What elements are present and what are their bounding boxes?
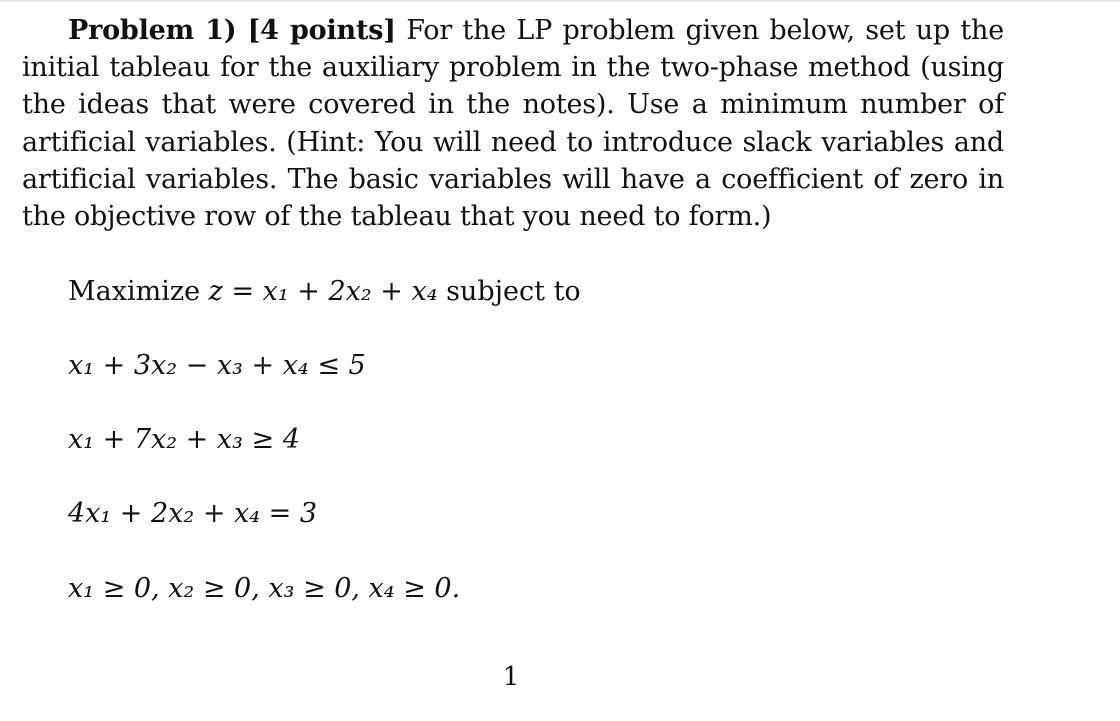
document-page <box>22 12 1004 235</box>
nonnegativity-constraints: x₁ ≥ 0, x₂ ≥ 0, x₃ ≥ 0, x₄ ≥ 0. <box>68 573 461 604</box>
problem-statement <box>22 12 1004 235</box>
constraint-1: x₁ + 3x₂ − x₃ + x₄ ≤ 5 <box>68 350 366 381</box>
problem-text: For the LP problem given below, set up the initial tableau for the auxiliary problem in the two-phase method (using the ideas that were covered in the notes). Use a minimum number of artificial variables. (Hint: You will need to introduce slack variables and artificial variables. The basic variables will have a coefficient of zero in the objective row of the tableau that you need to form.) <box>22 15 1004 233</box>
page-number: 1 <box>502 662 520 692</box>
constraint-2: x₁ + 7x₂ + x₃ ≥ 4 <box>68 424 300 455</box>
constraint-3: 4x₁ + 2x₂ + x₄ = 3 <box>68 498 318 529</box>
problem-label: Problem 1) [4 points] <box>68 15 396 46</box>
objective-suffix: subject to <box>437 276 581 307</box>
objective-line <box>68 276 581 307</box>
objective-prefix: Maximize <box>68 276 209 307</box>
objective-expression: z = x₁ + 2x₂ + x₄ <box>208 276 438 307</box>
top-rule <box>0 0 1120 2</box>
